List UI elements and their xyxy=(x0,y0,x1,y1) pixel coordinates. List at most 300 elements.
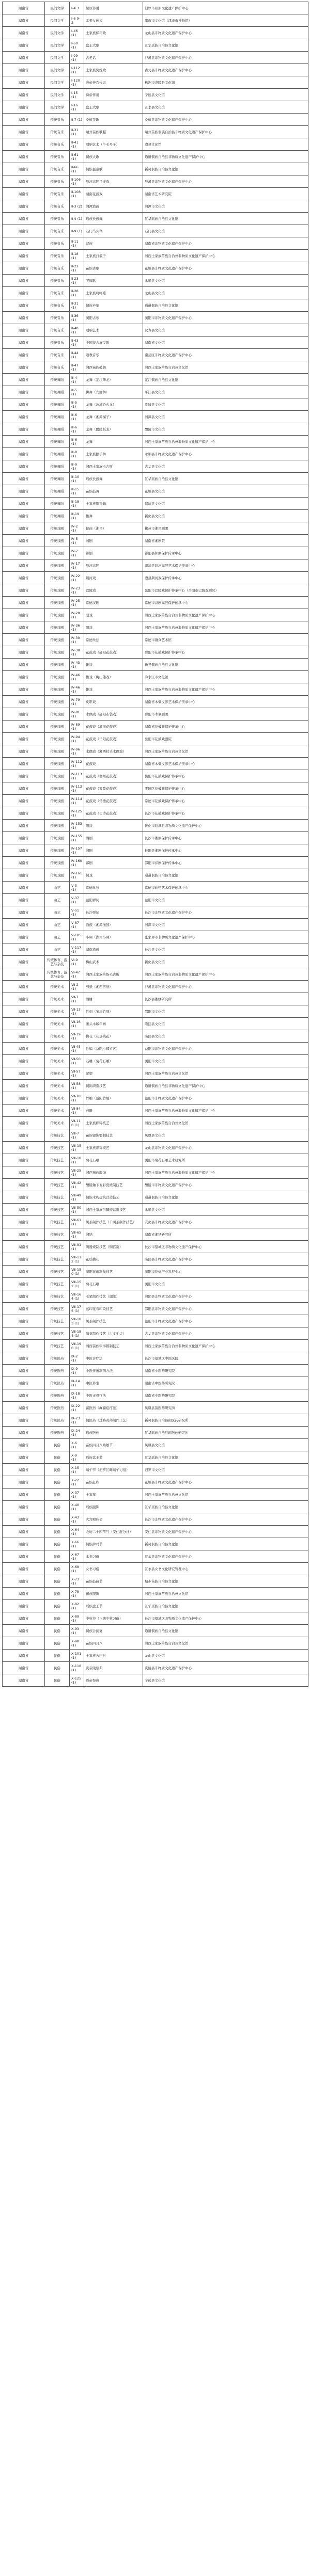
code-cell: Ⅷ-190 (1) xyxy=(70,1340,84,1352)
code-cell: Ⅳ-36 (1) xyxy=(70,621,84,634)
category-cell: 传统舞蹈 xyxy=(45,510,70,522)
code-cell: Ⅳ-28 (1) xyxy=(70,609,84,621)
category-cell: 传统美术 xyxy=(45,1080,70,1092)
protection-unit-cell: 常德市汉剧高腔保护传承中心 xyxy=(143,597,308,609)
item-name-cell: 土家族舍巴日 xyxy=(84,1650,143,1662)
protection-unit-cell: 澧县荆河戏保护传承中心 xyxy=(143,572,308,584)
table-row xyxy=(3,535,308,547)
province-cell: 湖南省 xyxy=(3,1266,45,1278)
province-cell: 湖南省 xyxy=(3,832,45,844)
item-name-cell: 湘西苗族服饰 xyxy=(84,1166,143,1179)
category-cell: 传统医药 xyxy=(45,1365,70,1377)
code-cell: Ⅱ-18 (1) xyxy=(70,250,84,262)
protection-unit-cell: 新晃侗族自治县侗医药研究所 xyxy=(143,1414,308,1427)
table-row xyxy=(3,1043,308,1055)
category-cell: 传统戏剧 xyxy=(45,671,70,683)
protection-unit-cell: 祁阳县祁剧保护传承中心 xyxy=(143,547,308,559)
category-cell: 民间文学 xyxy=(45,101,70,114)
category-cell: 民间文学 xyxy=(45,27,70,39)
table-row xyxy=(3,361,308,374)
category-cell: 传统音乐 xyxy=(45,349,70,361)
item-name-cell: 土家族打溜子 xyxy=(84,250,143,262)
item-name-cell: 土家族织锦技艺 xyxy=(84,1142,143,1154)
protection-unit-cell: 冷水江市文化馆 xyxy=(143,671,308,683)
code-cell: Ⅲ-8 (1) xyxy=(70,448,84,460)
province-cell: 湖南省 xyxy=(3,1154,45,1166)
item-name-cell: 古老话 xyxy=(84,52,143,64)
province-cell: 湖南省 xyxy=(3,1018,45,1030)
protection-unit-cell: 张家界市非物质文化遗产保护中心 xyxy=(143,931,308,943)
province-cell: 湖南省 xyxy=(3,1464,45,1476)
table-row xyxy=(3,609,308,621)
item-name-cell: 瑶族长鼓舞 xyxy=(84,473,143,485)
province-cell: 湖南省 xyxy=(3,213,45,225)
table-row xyxy=(3,213,308,225)
code-cell: Ⅹ-82 (1) xyxy=(70,1600,84,1612)
province-cell: 湖南省 xyxy=(3,1625,45,1637)
province-cell: 湖南省 xyxy=(3,535,45,547)
category-cell: 传统戏剧 xyxy=(45,621,70,634)
protection-unit-cell: 浏阳市菊花石雕艺术研究所 xyxy=(143,1154,308,1166)
code-cell: Ⅹ-98 (1) xyxy=(70,1637,84,1650)
protection-unit-cell: 凤凰县文化馆 xyxy=(143,1439,308,1451)
item-name-cell: 菊花石雕 xyxy=(84,1154,143,1166)
table-row xyxy=(3,324,308,337)
province-cell: 湖南省 xyxy=(3,1092,45,1105)
category-cell: 传统音乐 xyxy=(45,275,70,287)
code-cell: Ⅸ-14 (1) xyxy=(70,1377,84,1389)
category-cell: 传统戏剧 xyxy=(45,721,70,733)
protection-unit-cell: 湘西土家族苗族自治州文化馆 xyxy=(143,1588,308,1600)
table-row xyxy=(3,1464,308,1476)
item-name-cell: 花鼓戏（邵阳花鼓戏） xyxy=(84,646,143,659)
table-row xyxy=(3,1266,308,1278)
code-cell: Ⅰ-46 (1) xyxy=(70,27,84,39)
category-cell: 传统音乐 xyxy=(45,200,70,213)
category-cell: 传统医药 xyxy=(45,1377,70,1389)
item-name-cell: 阳戏 xyxy=(84,621,143,634)
code-cell: Ⅳ-161 (1) xyxy=(70,869,84,882)
protection-unit-cell: 炎陵县非物质文化遗产保护中心 xyxy=(143,1662,308,1674)
code-cell: Ⅶ-50 (1) xyxy=(70,1055,84,1067)
protection-unit-cell: 浏阳市非物质文化遗产保护中心 xyxy=(143,312,308,324)
table-row xyxy=(3,1005,308,1018)
category-cell: 传统戏剧 xyxy=(45,758,70,770)
table-row xyxy=(3,708,308,721)
category-cell: 民俗 xyxy=(45,1563,70,1575)
protection-unit-cell: 花垣县非物质文化遗产保护中心 xyxy=(143,1476,308,1489)
category-cell: 传统美术 xyxy=(45,1067,70,1080)
category-cell: 传统音乐 xyxy=(45,163,70,175)
item-name-cell: 龙舞（汝城香火龙） xyxy=(84,398,143,411)
province-cell: 湖南省 xyxy=(3,1352,45,1365)
code-cell: Ⅴ-37 (1) xyxy=(70,894,84,906)
province-cell: 湖南省 xyxy=(3,2,45,14)
item-name-cell: 龙舞（醴陵板龙） xyxy=(84,423,143,436)
item-name-cell: 浏阳古乐 xyxy=(84,312,143,324)
category-cell: 传统音乐 xyxy=(45,188,70,200)
code-cell: Ⅷ-18 (1) xyxy=(70,1154,84,1166)
item-name-cell: 龙舞 xyxy=(84,436,143,448)
table-row xyxy=(3,2,308,14)
category-cell: 传统戏剧 xyxy=(45,857,70,869)
category-cell: 传统音乐 xyxy=(45,324,70,337)
code-cell: Ⅳ-2 (1) xyxy=(70,522,84,535)
code-cell: Ⅲ-4 (1) xyxy=(70,374,84,386)
code-cell: Ⅲ-18 (1) xyxy=(70,498,84,510)
protection-unit-cell: 湖南省湘剧院 xyxy=(143,535,308,547)
province-cell: 湖南省 xyxy=(3,1166,45,1179)
category-cell: 传统美术 xyxy=(45,1005,70,1018)
code-cell: Ⅳ-79 (1) xyxy=(70,696,84,708)
category-cell: 传统音乐 xyxy=(45,337,70,349)
table-row xyxy=(3,64,308,76)
province-cell: 湖南省 xyxy=(3,782,45,795)
protection-unit-cell: 古丈县文化馆 xyxy=(143,460,308,473)
table-row xyxy=(3,1526,308,1538)
code-cell: Ⅳ-46 (1) xyxy=(70,683,84,696)
code-cell: Ⅶ-13 (1) xyxy=(70,1005,84,1018)
province-cell: 湖南省 xyxy=(3,299,45,312)
province-cell: 湖南省 xyxy=(3,460,45,473)
code-cell: Ⅳ-38 (1) xyxy=(70,646,84,659)
item-name-cell: 土家年 xyxy=(84,1489,143,1501)
province-cell: 湖南省 xyxy=(3,1340,45,1352)
code-cell: Ⅹ-78 (1) xyxy=(70,1588,84,1600)
category-cell: 民俗 xyxy=(45,1575,70,1588)
item-name-cell: 湘西苗族鼓舞 xyxy=(84,361,143,374)
category-cell: 传统美术 xyxy=(45,1105,70,1117)
province-cell: 湖南省 xyxy=(3,1067,45,1080)
table-row xyxy=(3,76,308,89)
category-cell: 传统技艺 xyxy=(45,1253,70,1266)
protection-unit-cell: 龙山县文化馆 xyxy=(143,287,308,299)
code-cell: Ⅸ-22 (1) xyxy=(70,1402,84,1414)
code-cell: Ⅷ-25 (1) xyxy=(70,1166,84,1179)
table-row xyxy=(3,522,308,535)
protection-unit-cell: 芷江侗族自治县文化馆 xyxy=(143,374,308,386)
table-row xyxy=(3,1327,308,1340)
table-row xyxy=(3,807,308,820)
table-row xyxy=(3,1191,308,1204)
item-name-cell: 阳戏 xyxy=(84,820,143,832)
table-row xyxy=(3,175,308,188)
province-cell: 湖南省 xyxy=(3,943,45,956)
province-cell: 湖南省 xyxy=(3,1055,45,1067)
table-row xyxy=(3,646,308,659)
category-cell: 传统技艺 xyxy=(45,1266,70,1278)
province-cell: 湖南省 xyxy=(3,696,45,708)
item-name-cell: 屈原传说 xyxy=(84,2,143,14)
table-row xyxy=(3,225,308,237)
code-cell: Ⅱ-31 (1) xyxy=(70,126,84,138)
code-cell: Ⅰ-4 3 xyxy=(70,2,84,14)
table-row xyxy=(3,906,308,919)
protection-unit-cell: 凤凰县文化馆 xyxy=(143,1129,308,1142)
table-row xyxy=(3,1414,308,1427)
protection-unit-cell: 宁远县文化馆 xyxy=(143,89,308,101)
protection-unit-cell: 南岳区非物质文化遗产保护中心 xyxy=(143,349,308,361)
item-name-cell: 湘绣 xyxy=(84,993,143,1005)
province-cell: 湖南省 xyxy=(3,374,45,386)
protection-unit-cell: 湘西土家族苗族自治州文化馆 xyxy=(143,361,308,374)
table-row xyxy=(3,14,308,27)
item-name-cell: 炎帝陵祭典 xyxy=(84,1662,143,1674)
item-name-cell: 花鼓戏（常德花鼓戏） xyxy=(84,795,143,807)
protection-unit-cell: 江华瑶族自治县文化馆 xyxy=(143,1600,308,1612)
item-name-cell: 蓝印花布印染技艺 xyxy=(84,1303,143,1315)
province-cell: 湖南省 xyxy=(3,770,45,782)
protection-unit-cell: 永顺县非物质文化遗产保护中心 xyxy=(143,448,308,460)
protection-unit-cell: 隆回县文化馆 xyxy=(143,1030,308,1043)
code-cell: Ⅱ-7 (1) xyxy=(70,114,84,126)
category-cell: 传统医药 xyxy=(45,1414,70,1427)
category-cell: 民俗 xyxy=(45,1600,70,1612)
item-name-cell: 毛笔制作技艺（湖笔） xyxy=(84,1290,143,1303)
table-row xyxy=(3,968,308,981)
protection-unit-cell: 湖南省木偶皮影艺术保护传承中心 xyxy=(143,696,308,708)
table-row xyxy=(3,993,308,1005)
item-name-cell: 祁剧 xyxy=(84,547,143,559)
province-cell: 湖南省 xyxy=(3,1216,45,1228)
province-cell: 湖南省 xyxy=(3,64,45,76)
province-cell: 湖南省 xyxy=(3,844,45,857)
category-cell: 民俗 xyxy=(45,1538,70,1550)
protection-unit-cell: 益阳市非物质文化遗产保护中心 xyxy=(143,1315,308,1327)
table-row xyxy=(3,1303,308,1315)
category-cell: 传统舞蹈 xyxy=(45,448,70,460)
table-row xyxy=(3,498,308,510)
code-cell: Ⅱ-23 (1) xyxy=(70,275,84,287)
protection-unit-cell: 湘西土家族苗族自治州文化馆 xyxy=(143,1067,308,1080)
province-cell: 湖南省 xyxy=(3,1674,45,1687)
province-cell: 湖南省 xyxy=(3,1241,45,1253)
item-name-cell: 苗族银饰锻制技艺 xyxy=(84,1129,143,1142)
province-cell: 湖南省 xyxy=(3,361,45,374)
category-cell: 曲艺 xyxy=(45,906,70,919)
code-cell: Ⅹ-43 (1) xyxy=(70,1513,84,1526)
code-cell: Ⅱ-47 (1) xyxy=(70,361,84,374)
province-cell: 湖南省 xyxy=(3,114,45,126)
protection-unit-cell: 常德市花鼓戏保护传承中心 xyxy=(143,795,308,807)
code-cell: Ⅳ-153 (1) xyxy=(70,820,84,832)
code-cell: Ⅹ-125 (1) xyxy=(70,1674,84,1687)
province-cell: 湖南省 xyxy=(3,1526,45,1538)
province-cell: 湖南省 xyxy=(3,1427,45,1439)
province-cell: 湖南省 xyxy=(3,807,45,820)
province-cell: 湖南省 xyxy=(3,597,45,609)
category-cell: 民间文学 xyxy=(45,64,70,76)
code-cell: Ⅷ-15 (1) xyxy=(70,1142,84,1154)
code-cell: Ⅳ-22 (1) xyxy=(70,572,84,584)
protection-unit-cell: 通道侗族自治县非物质文化遗产保护中心 xyxy=(143,151,308,163)
item-name-cell: 竹编（益阳竹编） xyxy=(84,1092,143,1105)
protection-unit-cell: 湖南省非物质文化遗产保护中心 xyxy=(143,237,308,250)
code-cell: Ⅸ-23 (1) xyxy=(70,1414,84,1427)
item-name-cell: 狮舞（九狮舞） xyxy=(84,386,143,398)
category-cell: 传统技艺 xyxy=(45,1179,70,1191)
protection-unit-cell: 湘西土家族苗族自治州文化馆 xyxy=(143,1489,308,1501)
province-cell: 湖南省 xyxy=(3,1204,45,1216)
table-row xyxy=(3,138,308,151)
item-name-cell: 辰河高腔 xyxy=(84,559,143,572)
province-cell: 湖南省 xyxy=(3,473,45,485)
code-cell: Ⅷ-184 (1) xyxy=(70,1327,84,1340)
category-cell: 传统戏剧 xyxy=(45,547,70,559)
province-cell: 湖南省 xyxy=(3,634,45,646)
code-cell: Ⅷ-175 (1) xyxy=(70,1303,84,1315)
table-row xyxy=(3,547,308,559)
item-name-cell: 嗩呐艺术 xyxy=(84,324,143,337)
province-cell: 湖南省 xyxy=(3,1303,45,1315)
table-row xyxy=(3,1092,308,1105)
province-cell: 湖南省 xyxy=(3,101,45,114)
protection-unit-cell: 湘西土家族苗族自治州非物质文化遗产保护中心 xyxy=(143,1105,308,1117)
protection-unit-cell: 醴陵市非物质文化遗产保护中心 xyxy=(143,1179,308,1191)
code-cell: Ⅳ-43 (1) xyxy=(70,659,84,671)
table-row xyxy=(3,758,308,770)
province-cell: 湖南省 xyxy=(3,559,45,572)
item-name-cell: 湘西土家族苗族毛古斯 xyxy=(84,968,143,981)
category-cell: 传统戏剧 xyxy=(45,807,70,820)
item-name-cell: 侗族大歌 xyxy=(84,151,143,163)
category-cell: 传统音乐 xyxy=(45,213,70,225)
protection-unit-cell: 靖州苗族侗族自治县非物质文化遗产保护中心 xyxy=(143,126,308,138)
table-row xyxy=(3,1340,308,1352)
protection-unit-cell: 长沙市湘剧保护传承中心 xyxy=(143,832,308,844)
table-row xyxy=(3,1018,308,1030)
protection-unit-cell: 湘西土家族苗族自治州非物质文化遗产保护中心 xyxy=(143,436,308,448)
province-cell: 湖南省 xyxy=(3,1439,45,1451)
table-row xyxy=(3,1612,308,1625)
table-row xyxy=(3,572,308,584)
item-name-cell: 瑶族盘王节 xyxy=(84,1451,143,1464)
item-name-cell: 黑茶制作技艺 xyxy=(84,1315,143,1327)
item-name-cell: 苗医药（癫痫症疗法） xyxy=(84,1402,143,1414)
province-cell: 湖南省 xyxy=(3,584,45,597)
province-cell: 湖南省 xyxy=(3,683,45,696)
item-name-cell: 瑶族长鼓舞 xyxy=(84,213,143,225)
protection-unit-cell: 江永县文化馆 xyxy=(143,101,308,114)
item-name-cell: 石雕（菊花石雕） xyxy=(84,1055,143,1067)
protection-unit-cell: 隆回县文化馆 xyxy=(143,1018,308,1030)
code-cell: Ⅰ-112 (1) xyxy=(70,64,84,76)
code-cell: Ⅳ-46 (1) xyxy=(70,671,84,683)
code-cell: Ⅲ-15 (1) xyxy=(70,485,84,498)
code-cell: Ⅶ-19 (1) xyxy=(70,1030,84,1043)
code-cell: Ⅷ-152 (1) xyxy=(70,1278,84,1290)
item-name-cell: 常德丝弦 xyxy=(84,882,143,894)
item-name-cell: 苗族服饰 xyxy=(84,1588,143,1600)
code-cell: Ⅹ-68 (1) xyxy=(70,1563,84,1575)
table-row xyxy=(3,882,308,894)
province-cell: 湖南省 xyxy=(3,968,45,981)
code-cell: Ⅳ-89 (1) xyxy=(70,721,84,733)
code-cell: Ⅵ-47 (1) xyxy=(70,968,84,981)
code-cell: Ⅳ-25 (1) xyxy=(70,597,84,609)
item-name-cell: 土家族摆手舞 xyxy=(84,448,143,460)
code-cell: Ⅸ-9 (1) xyxy=(70,1365,84,1377)
item-name-cell: 中秋节（三塘中秋习俗） xyxy=(84,1612,143,1625)
code-cell: Ⅶ-16 (1) xyxy=(70,1018,84,1030)
item-name-cell: 中医诊疗法 xyxy=(84,1352,143,1365)
category-cell: 民间文学 xyxy=(45,39,70,52)
protection-unit-cell: 岳阳市巴陵戏保护传承中心（岳阳市巴陵戏剧院） xyxy=(143,584,308,597)
category-cell: 民俗 xyxy=(45,1637,70,1650)
province-cell: 湖南省 xyxy=(3,262,45,275)
table-row xyxy=(3,1501,308,1513)
province-cell: 湖南省 xyxy=(3,857,45,869)
protection-unit-cell: 湘西土家族苗族自治州非物质文化遗产保护中心 xyxy=(143,1166,308,1179)
code-cell: Ⅷ-183 (1) xyxy=(70,1315,84,1327)
item-name-cell: 小调（湖南小调） xyxy=(84,931,143,943)
category-cell: 民俗 xyxy=(45,1476,70,1489)
province-cell: 湖南省 xyxy=(3,250,45,262)
province-cell: 湖南省 xyxy=(3,1327,45,1340)
province-cell: 湖南省 xyxy=(3,27,45,39)
item-name-cell: 阳戏 xyxy=(84,609,143,621)
item-name-cell: 中医传统制剂方法 xyxy=(84,1365,143,1377)
item-name-cell: 长沙弹词 xyxy=(84,906,143,919)
item-name-cell: 侗族琵琶歌 xyxy=(84,163,143,175)
protection-unit-cell: 桂阳县湘剧保护传承中心 xyxy=(143,844,308,857)
province-cell: 湖南省 xyxy=(3,287,45,299)
item-name-cell: 汉族 xyxy=(84,237,143,250)
protection-unit-cell: 江永县非物质文化遗产保护中心 xyxy=(143,1550,308,1563)
protection-unit-cell: 隆回县非物质文化遗产保护中心 xyxy=(143,1253,308,1266)
category-cell: 传统技艺 xyxy=(45,1278,70,1290)
code-cell: Ⅴ-105 (1) xyxy=(70,931,84,943)
protection-unit-cell: 辰溪县非物质文化遗产保护中心 xyxy=(143,175,308,188)
protection-unit-cell: 湘西土家族苗族自治州文化馆 xyxy=(143,745,308,758)
table-row xyxy=(3,386,308,398)
code-cell: Ⅷ-164 (1) xyxy=(70,1290,84,1303)
item-name-cell: 梅山武术 xyxy=(84,956,143,968)
protection-unit-cell: 零陵区花鼓戏保护传承中心 xyxy=(143,782,308,795)
province-cell: 湖南省 xyxy=(3,820,45,832)
protection-unit-cell: 津市市文化馆（津市市博物馆） xyxy=(143,14,308,27)
code-cell: Ⅹ-15 (1) xyxy=(70,1464,84,1476)
table-row xyxy=(3,126,308,138)
table-row xyxy=(3,745,308,758)
code-cell: Ⅳ-113 (1) xyxy=(70,770,84,782)
item-name-cell: 花鼓戏（湖南花鼓戏） xyxy=(84,721,143,733)
category-cell: 传统技艺 xyxy=(45,1216,70,1228)
protection-unit-cell: 平江县文化馆 xyxy=(143,386,308,398)
item-name-cell: 花鼓戏（长沙花鼓戏） xyxy=(84,807,143,820)
protection-unit-cell: 江华瑶族自治县文化馆 xyxy=(143,213,308,225)
province-cell: 湖南省 xyxy=(3,324,45,337)
table-row xyxy=(3,782,308,795)
protection-unit-cell: 湘潭市文化馆 xyxy=(143,919,308,931)
province-cell: 湖南省 xyxy=(3,894,45,906)
code-cell: Ⅹ-89 (1) xyxy=(70,1612,84,1625)
protection-unit-cell: 衡阳市花鼓戏保护传承中心 xyxy=(143,770,308,782)
category-cell: 传统音乐 xyxy=(45,312,70,324)
code-cell: Ⅴ-3 (1) xyxy=(70,882,84,894)
protection-unit-cell: 江华瑶族自治县文化馆 xyxy=(143,1451,308,1464)
item-name-cell: 舜帝祭典 xyxy=(84,1674,143,1687)
province-cell: 湖南省 xyxy=(3,609,45,621)
item-name-cell: 傩戏 xyxy=(84,659,143,671)
province-cell: 湖南省 xyxy=(3,1191,45,1204)
code-cell: Ⅶ-110 (1) xyxy=(70,1117,84,1129)
item-name-cell: 苗族古歌 xyxy=(84,262,143,275)
code-cell: Ⅰ-15 (1) xyxy=(70,89,84,101)
table-row xyxy=(3,262,308,275)
protection-unit-cell: 湘西土家族苗族自治州非物质文化遗产保护中心 xyxy=(143,250,308,262)
item-name-cell: 辰河高腔目连戏 xyxy=(84,175,143,188)
